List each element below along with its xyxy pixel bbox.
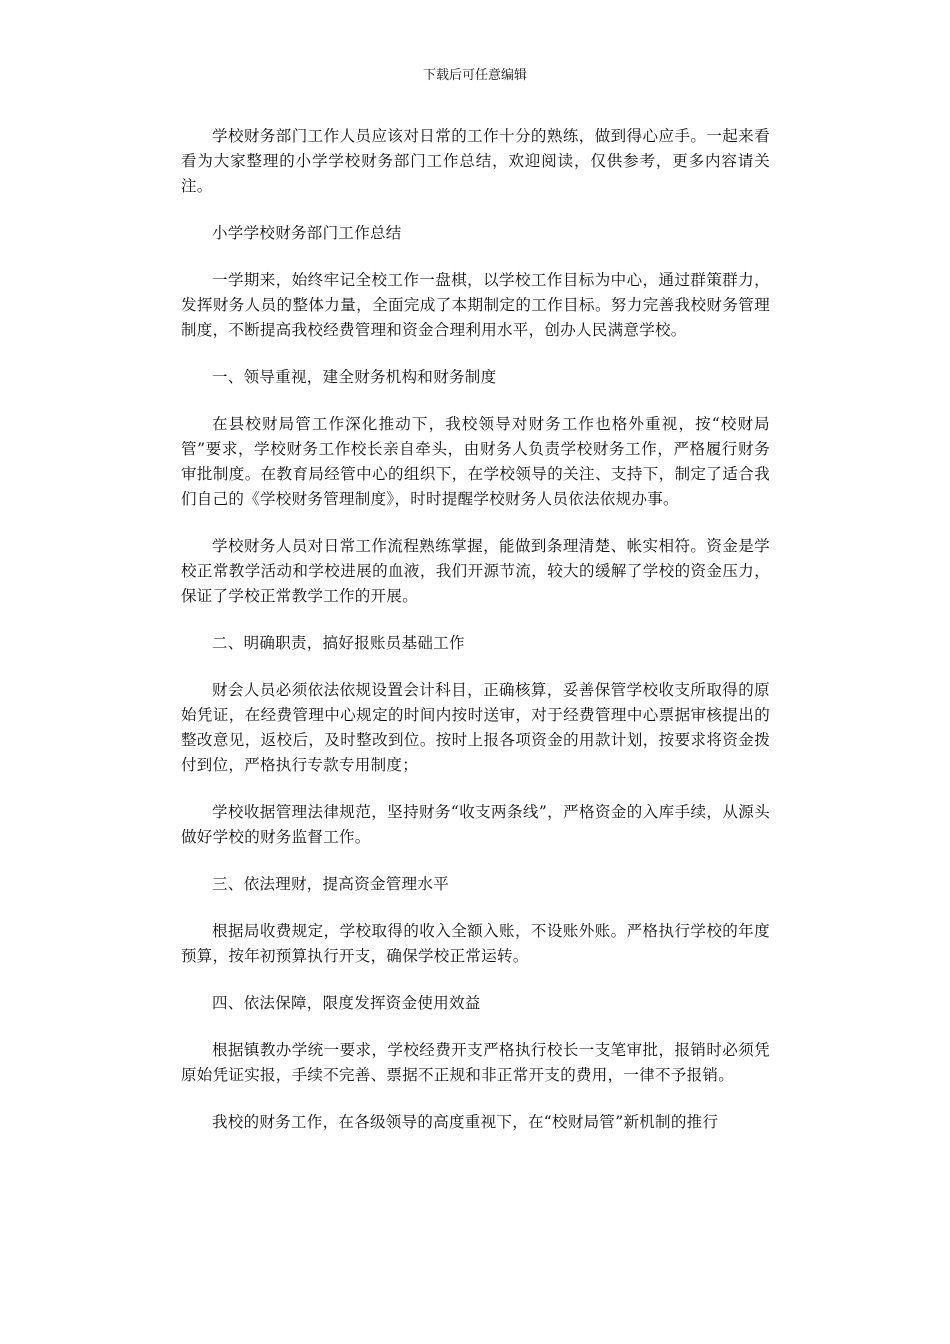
page-header: 下载后可任意编辑 [422, 68, 527, 83]
paragraph-accounting: 财会人员必须依法依规设置会计科目，正确核算，妥善保管学校收支所取得的原始凭证，在经费管理中心规定的时间内按时送审，对于经费管理中心票据审核提出的整改意见，返校后，及时整改到位。按时上报各项资金的用款计划，按要求将资金拨付到位，严格执行专款专用制度； [181, 681, 770, 774]
paragraph-income: 根据局收费规定，学校取得的收入全额入账，不设账外账。严格执行学校的年度预算，按年初预算执行开支，确保学校正常运转。 [181, 922, 770, 965]
paragraph-leadership: 在县校财局管工作深化推动下，我校领导对财务工作也格外重视，按“校财局管”要求，学校财务工作校长亲自牵头，由财务人负责学校财务工作，严格履行财务审批制度。在教育局经管中心的组织下，在学校领导的关注、支持下，制定了适合我们自己的《学校财务管理制度》，时时提醒学校财务人员依法依规办事。 [181, 415, 770, 508]
section-heading-3: 三、依法理财，提高资金管理水平 [212, 875, 450, 893]
paragraph-overview: 一学期来，始终牢记全校工作一盘棋，以学校工作目标为中心，通过群策群力，发挥财务人员的整体力量，全面完成了本期制定的工作目标。努力完善我校财务管理制度，不断提高我校经费管理和资金合理利用水平，创办人民满意学校。 [181, 271, 770, 339]
intro-paragraph: 学校财务部门工作人员应该对日常的工作十分的熟练，做到得心应手。一起来看看为大家整理的小学学校财务部门工作总结，欢迎阅读，仅供参考，更多内容请关注。 [181, 127, 770, 195]
section-heading-1: 一、领导重视，建全财务机构和财务制度 [212, 368, 497, 386]
paragraph-workflow: 学校财务人员对日常工作流程熟练掌握，能做到条理清楚、帐实相符。资金是学校正常教学活动和学校进展的血液，我们开源节流，较大的缓解了学校的资金压力，保证了学校正常教学工作的开展。 [181, 537, 770, 605]
section-heading-4: 四、依法保障，限度发挥资金使用效益 [212, 994, 481, 1012]
document-title: 小学学校财务部门工作总结 [212, 224, 402, 242]
paragraph-receipts: 学校收据管理法律规范，坚持财务“收支两条线”，严格资金的入库手续，从源头做好学校的财务监督工作。 [181, 803, 770, 846]
section-heading-2: 二、明确职责，搞好报账员基础工作 [212, 634, 465, 652]
document-body [181, 124, 770, 1157]
paragraph-approval: 根据镇教办学统一要求，学校经费开支严格执行校长一支笔审批，报销时必须凭原始凭证实报，手续不完善、票据不正规和非正常开支的费用，一律不予报销。 [181, 1041, 770, 1084]
paragraph-closing: 我校的财务工作，在各级领导的高度重视下，在“校财局管”新机制的推行 [212, 1113, 719, 1131]
